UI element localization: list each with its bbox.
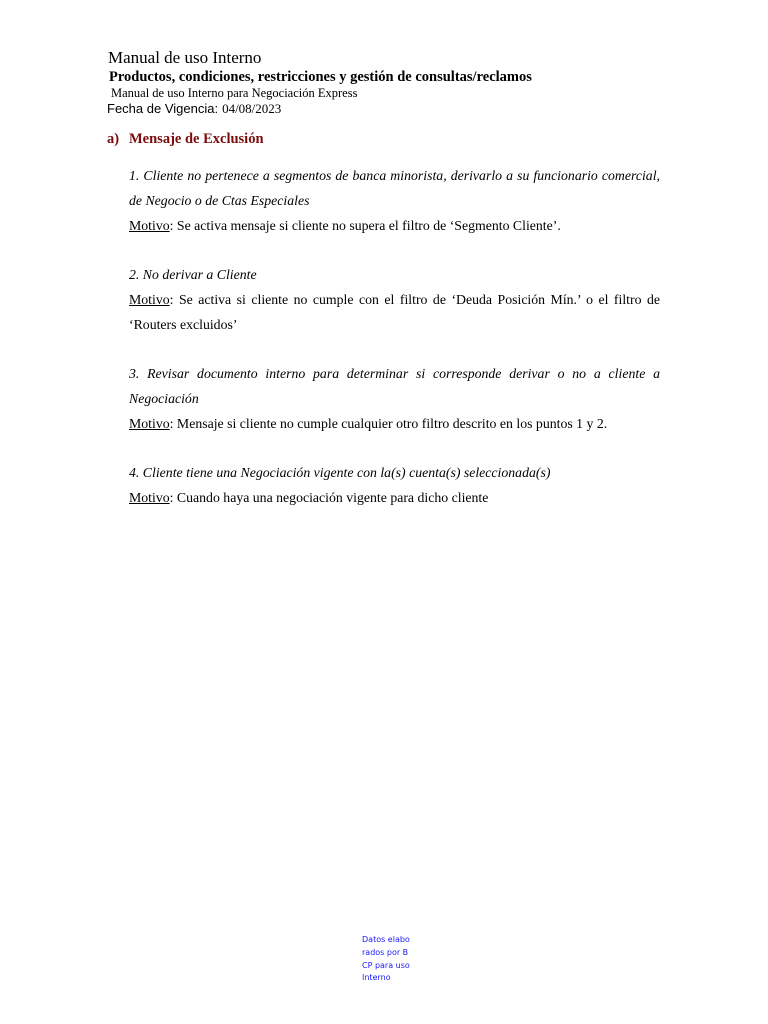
message-reason <box>129 411 660 436</box>
reason-text: : Se activa si cliente no cumple con el filtro de ‘Deuda Posición Mín.’ o el filtro de ‘Routers excluidos’ <box>129 292 660 332</box>
message-title: 3. Revisar documento interno para determinar si corresponde derivar o no a cliente a Negociación <box>129 366 660 406</box>
effective-date-value: 04/08/2023 <box>222 101 282 116</box>
footer-note: Datos elaborados por BCP para uso Interno <box>362 935 410 983</box>
exclusion-message-list <box>129 163 660 534</box>
message-reason <box>129 287 660 337</box>
list-item <box>129 361 660 436</box>
document-header <box>108 47 532 116</box>
list-item <box>129 460 660 510</box>
message-title: 4. Cliente tiene una Negociación vigente con la(s) cuenta(s) seleccionada(s) <box>129 465 551 480</box>
message-reason <box>129 213 660 238</box>
reason-label: Motivo <box>129 218 170 233</box>
list-item <box>129 163 660 238</box>
effective-date <box>107 101 532 116</box>
section-marker: a) <box>107 131 120 147</box>
message-reason <box>129 485 660 510</box>
manual-name: Manual de uso Interno para Negociación Express <box>111 86 358 100</box>
message-title: 2. No derivar a Cliente <box>129 267 257 282</box>
effective-date-label: Fecha de Vigencia: <box>107 101 219 116</box>
list-item <box>129 262 660 337</box>
reason-label: Motivo <box>129 490 170 505</box>
reason-text: : Mensaje si cliente no cumple cualquier otro filtro descrito en los puntos 1 y 2. <box>169 416 608 431</box>
reason-text: : Se activa mensaje si cliente no supera el filtro de ‘Segmento Cliente’. <box>169 218 561 233</box>
document-title: Manual de uso Interno <box>108 48 262 67</box>
reason-label: Motivo <box>129 416 170 431</box>
reason-text: : Cuando haya una negociación vigente para dicho cliente <box>169 490 489 505</box>
reason-label: Motivo <box>129 292 170 307</box>
document-subtitle: Productos, condiciones, restricciones y gestión de consultas/reclamos <box>109 69 532 85</box>
section-heading <box>107 131 264 148</box>
message-title: 1. Cliente no pertenece a segmentos de banca minorista, derivarlo a su funcionario comercial, de Negocio o de Ctas Especiales <box>129 168 660 208</box>
section-title: Mensaje de Exclusión <box>129 131 264 147</box>
